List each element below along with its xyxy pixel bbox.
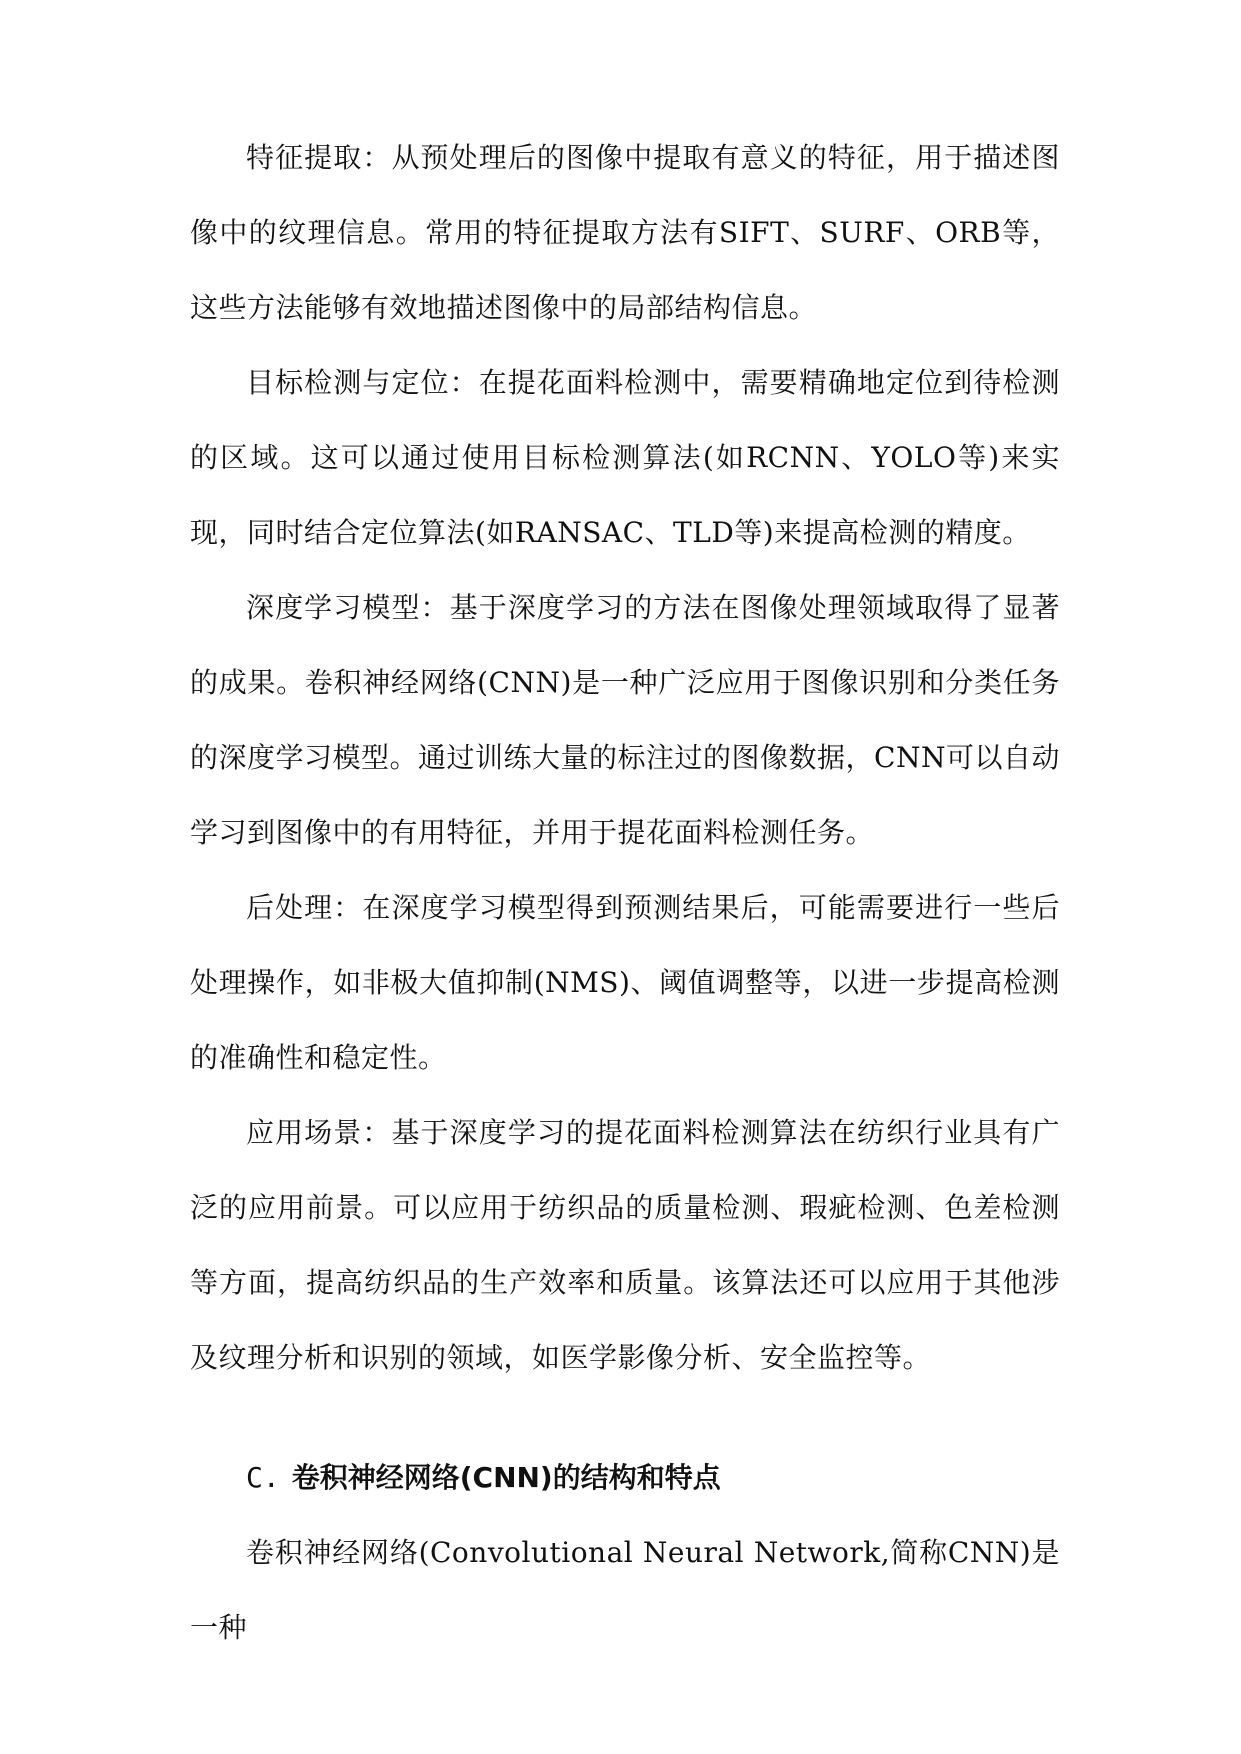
section-heading	[190, 1440, 1060, 1515]
section-number: C.	[246, 1461, 280, 1494]
paragraph-deep-learning-model: 深度学习模型：基于深度学习的方法在图像处理领域取得了显著的成果。卷积神经网络(CNN)是一种广泛应用于图像识别和分类任务的深度学习模型。通过训练大量的标注过的图像数据，CNN可以自动学习到图像中的有用特征，并用于提花面料检测任务。	[190, 591, 1060, 849]
paragraph-post-processing: 后处理：在深度学习模型得到预测结果后，可能需要进行一些后处理操作，如非极大值抑制(NMS)、阈值调整等，以进一步提高检测的准确性和稳定性。	[190, 891, 1060, 1074]
document-page	[190, 120, 1060, 1665]
paragraph-application-scenarios: 应用场景：基于深度学习的提花面料检测算法在纺织行业具有广泛的应用前景。可以应用于纺织品的质量检测、瑕疵检测、色差检测等方面，提高纺织品的生产效率和质量。该算法还可以应用于其他涉及纹理分析和识别的领域，如医学影像分析、安全监控等。	[190, 1116, 1060, 1374]
paragraph-cnn-intro: 卷积神经网络(Convolutional Neural Network,简称CNN)是一种	[190, 1536, 1060, 1644]
paragraph-feature-extraction: 特征提取：从预处理后的图像中提取有意义的特征，用于描述图像中的纹理信息。常用的特征提取方法有SIFT、SURF、ORB等，这些方法能够有效地描述图像中的局部结构信息。	[190, 141, 1060, 324]
paragraph-object-detection: 目标检测与定位：在提花面料检测中，需要精确地定位到待检测的区域。这可以通过使用目标检测算法(如RCNN、YOLO等)来实现，同时结合定位算法(如RANSAC、TLD等)来提高检测的精度。	[190, 366, 1060, 549]
section-title: 卷积神经网络(CNN)的结构和特点	[291, 1461, 721, 1494]
